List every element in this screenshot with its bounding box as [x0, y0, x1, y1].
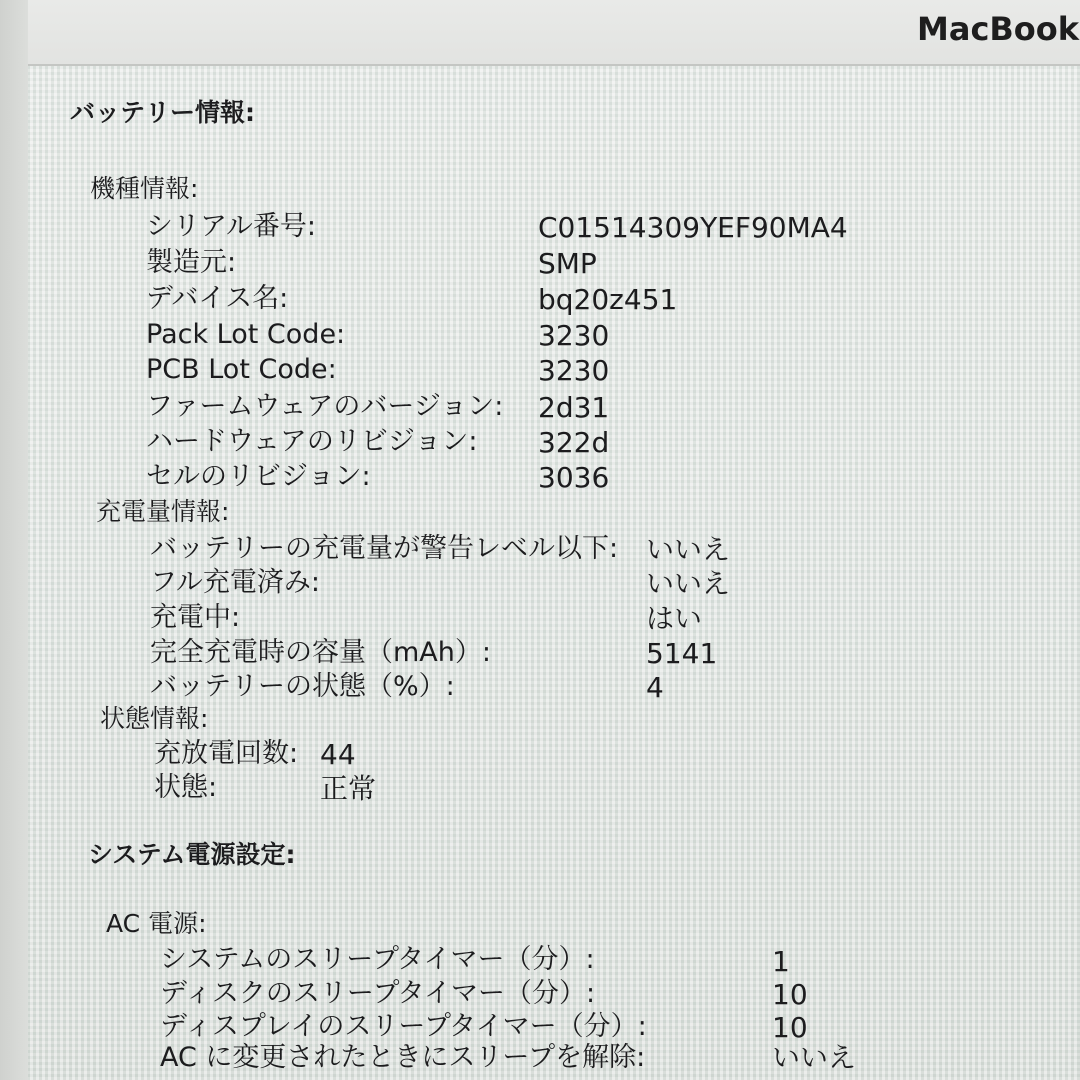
wake-on-ac-change-label: AC に変更されたときにスリープを解除: — [160, 1042, 646, 1073]
condition-label: 状態: — [154, 772, 218, 803]
full-charge-capacity-label: 完全充電時の容量（mAh）: — [150, 637, 491, 668]
display-sleep-timer-value: 10 — [772, 1011, 808, 1044]
cell-revision-label: セルのリビジョン: — [146, 461, 371, 492]
window-titlebar — [28, 0, 1080, 66]
disk-sleep-timer-label: ディスクのスリープタイマー（分）: — [160, 978, 596, 1009]
manufacturer-label: 製造元: — [146, 247, 237, 278]
device-name-label: デバイス名: — [146, 283, 289, 314]
pcb-lot-code-label: PCB Lot Code: — [146, 354, 337, 385]
serial-number-value: C01514309YEF90MA4 — [538, 211, 848, 244]
power-settings-heading: システム電源設定: — [88, 840, 296, 869]
manufacturer-value: SMP — [538, 247, 597, 280]
wake-on-ac-change-value: いいえ — [772, 1041, 857, 1074]
charge-below-warning-label: バッテリーの充電量が警告レベル以下: — [150, 533, 619, 564]
health-info-label: 状態情報: — [100, 704, 209, 733]
model-info-label: 機種情報: — [90, 174, 199, 203]
battery-condition-percent-label: バッテリーの状態（%）: — [150, 671, 455, 702]
battery-condition-percent-value: 4 — [646, 671, 664, 704]
cell-revision-value: 3036 — [538, 461, 610, 494]
disk-sleep-timer-value: 10 — [772, 978, 808, 1011]
condition-value: 正常 — [320, 772, 377, 805]
window-title: MacBook — [917, 10, 1080, 48]
hardware-revision-label: ハードウェアのリビジョン: — [146, 426, 478, 457]
cycle-count-value: 44 — [320, 738, 356, 771]
pack-lot-code-value: 3230 — [538, 319, 610, 352]
battery-info-heading: バッテリー情報: — [70, 98, 255, 127]
cycle-count-label: 充放電回数: — [154, 738, 299, 769]
full-charge-capacity-value: 5141 — [646, 637, 718, 670]
display-sleep-timer-label: ディスプレイのスリープタイマー（分）: — [160, 1011, 647, 1042]
firmware-version-value: 2d31 — [538, 391, 610, 424]
system-sleep-timer-value: 1 — [772, 945, 790, 978]
sidebar-edge — [0, 0, 28, 1080]
system-sleep-timer-label: システムのスリープタイマー（分）: — [160, 944, 595, 975]
device-name-value: bq20z451 — [538, 283, 678, 316]
charging-value: はい — [646, 602, 703, 635]
firmware-version-label: ファームウェアのバージョン: — [146, 391, 504, 422]
hardware-revision-value: 322d — [538, 426, 610, 459]
ac-power-label: AC 電源: — [106, 909, 207, 938]
charge-below-warning-value: いいえ — [646, 533, 731, 566]
serial-number-label: シリアル番号: — [146, 211, 317, 242]
charging-label: 充電中: — [150, 602, 241, 633]
charge-info-label: 充電量情報: — [96, 497, 230, 526]
fully-charged-value: いいえ — [646, 567, 731, 600]
fully-charged-label: フル充電済み: — [150, 567, 321, 598]
pack-lot-code-label: Pack Lot Code: — [146, 319, 346, 350]
pcb-lot-code-value: 3230 — [538, 354, 610, 387]
